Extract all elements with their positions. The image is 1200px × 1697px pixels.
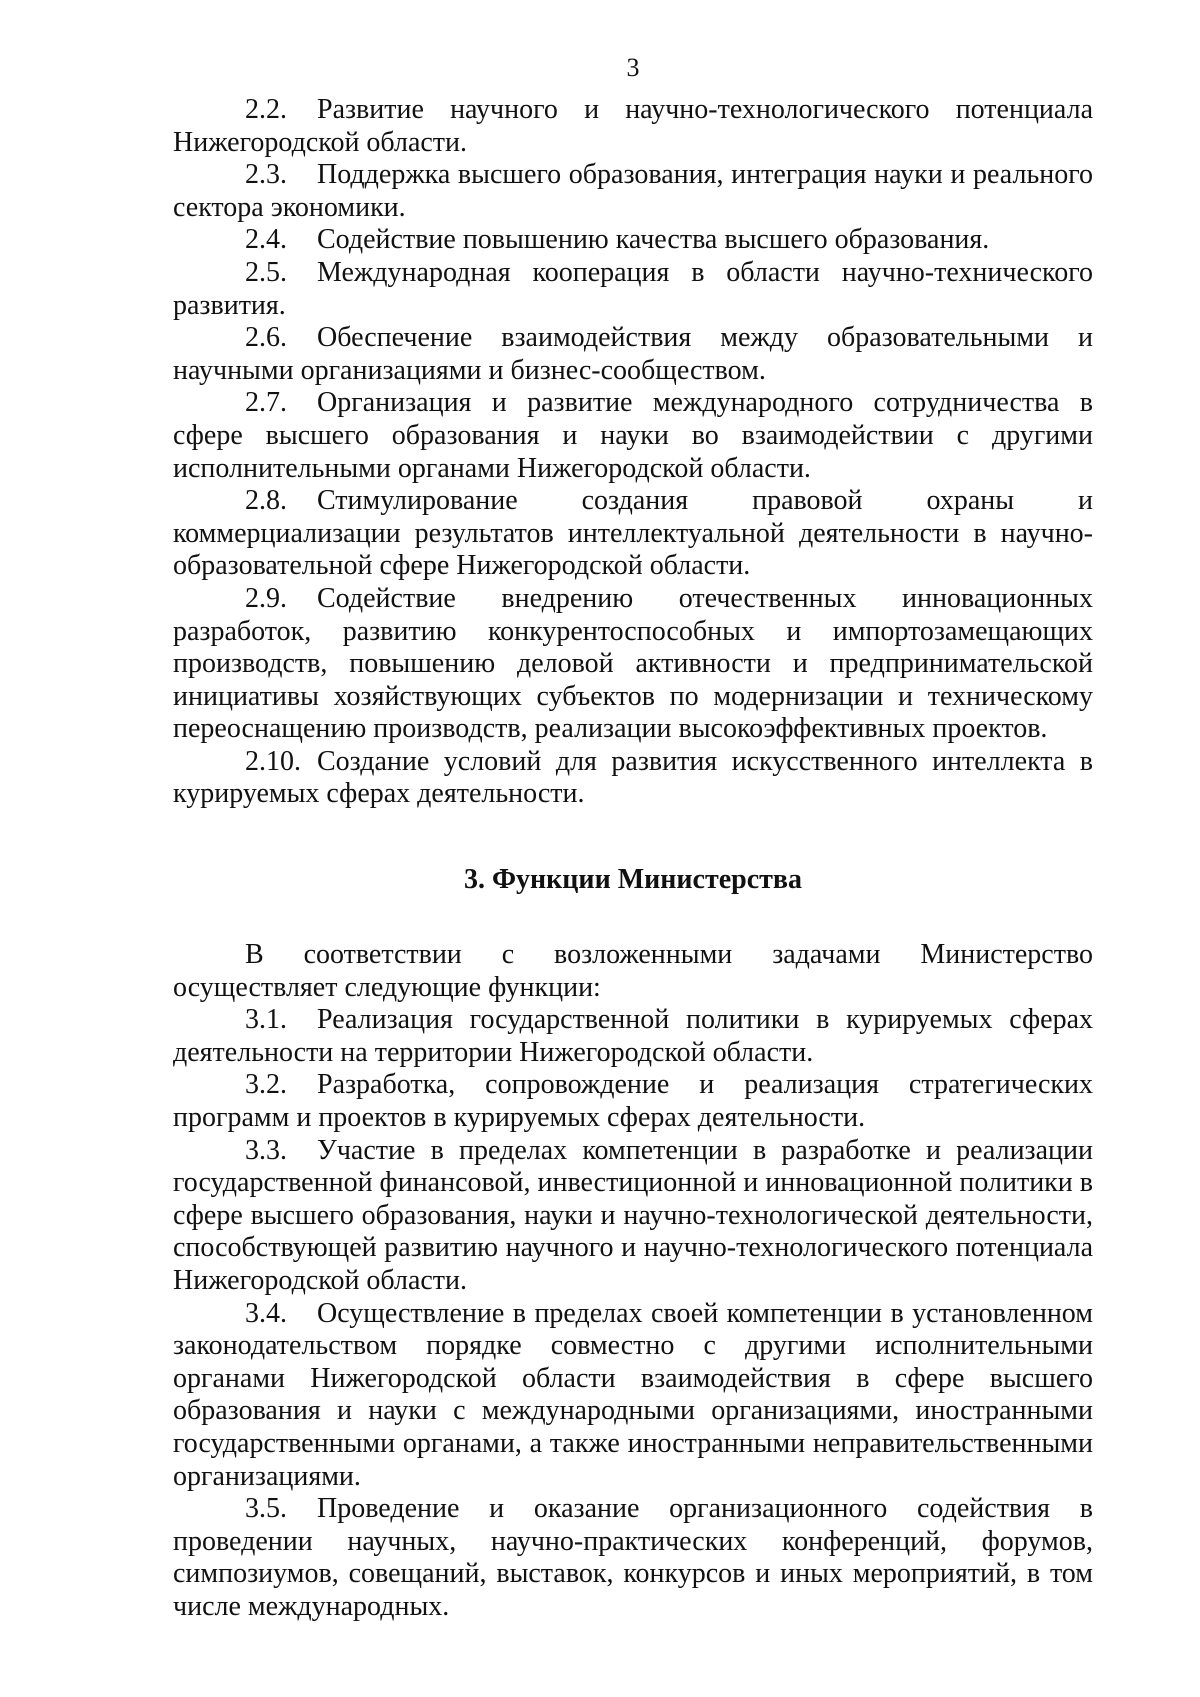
task-item: [173, 224, 1093, 257]
item-number: 2.7.: [245, 387, 287, 419]
task-item: [173, 387, 1093, 485]
item-number: 2.3.: [245, 159, 287, 191]
task-item: [173, 159, 1093, 224]
item-number: 2.2.: [245, 94, 287, 125]
item-text: Разработка, сопровождение и реализация стратегических программ и проектов в курируемых сферах деятельности.: [173, 1069, 1093, 1134]
function-item: [173, 1069, 1093, 1134]
item-number: 3.5.: [245, 1493, 287, 1525]
section-heading: 3. Функции Министерства: [463, 864, 803, 896]
functions-list: [173, 1004, 1093, 1623]
item-text: Обеспечение взаимодействия между образовательными и научными организациями и бизнес-сообществом.: [173, 322, 1093, 386]
item-number: 2.6.: [245, 322, 287, 354]
item-text: Организация и развитие международного сотрудничества в сфере высшего образования и науки во взаимодействии с другими исполнительными органами Нижегородской области.: [173, 387, 1093, 484]
item-text: Международная кооперация в области научно-технического развития.: [173, 256, 1093, 321]
tasks-list: [173, 94, 1093, 811]
item-text: Содействие внедрению отечественных инновационных разработок, развитию конкурентоспособных и импортозамещающих производств, повышению деловой активности и предпринимательской инициативы хозяйствующих субъектов по модернизации и техническому переоснащению производств, реализации высокоэффективных проектов.: [173, 582, 1093, 745]
function-item: [173, 1493, 1093, 1623]
task-item: [173, 94, 1093, 159]
item-text: Проведение и оказание организационного содействия в проведении научных, научно-практических конференций, форумов, симпозиумов, совещаний, выставок, конкурсов и иных мероприятий, в том числе международных.: [173, 1493, 1093, 1622]
item-number: 2.4.: [245, 224, 287, 256]
item-text: Поддержка высшего образования, интеграция науки и реального сектора экономики.: [173, 159, 1093, 223]
task-item: [173, 257, 1093, 322]
item-text: Создание условий для развития искусственного интеллекта в курируемых сферах деятельности.: [173, 745, 1093, 810]
section-intro: В соответствии с возложенными задачами Министерство осуществляет следующие функции:: [173, 939, 1093, 1003]
item-text: Участие в пределах компетенции в разработке и реализации государственной финансовой, инвестиционной и инновационной политики в сфере высшего образования, науки и научно-технологической деятельности, способствующей развитию научного и научно-технологического потенциала Нижегородской области.: [173, 1134, 1093, 1296]
item-number: 3.4.: [245, 1297, 287, 1329]
page-number: 3: [626, 53, 640, 82]
function-item: [173, 1298, 1093, 1494]
item-number: 2.9.: [245, 582, 287, 614]
function-item: [173, 1135, 1093, 1298]
item-number: 3.1.: [245, 1004, 287, 1036]
item-number: 3.3.: [245, 1134, 287, 1166]
task-item: [173, 583, 1093, 746]
task-item: [173, 485, 1093, 583]
item-number: 2.10.: [245, 745, 301, 777]
item-number: 2.8.: [245, 485, 287, 517]
item-text: Реализация государственной политики в курируемых сферах деятельности на территории Нижегородской области.: [173, 1004, 1093, 1068]
item-number: 2.5.: [245, 256, 287, 288]
document-page: [173, 52, 1093, 1624]
function-item: [173, 1004, 1093, 1069]
item-number: 3.2.: [245, 1069, 287, 1101]
item-text: Развитие научного и научно-технологического потенциала Нижегородской области.: [173, 94, 1093, 158]
task-item: [173, 746, 1093, 811]
item-text: Стимулирование создания правовой охраны и коммерциализации результатов интеллектуальной деятельности в научно-образовательной сфере Нижегородской области.: [173, 485, 1093, 582]
item-text: Осуществление в пределах своей компетенции в установленном законодательством порядке совместно с другими исполнительными органами Нижегородской области взаимодействия в сфере высшего образования и науки с международными организациями, иностранными государственными органами, а также иностранными неправительственными организациями.: [173, 1297, 1093, 1492]
task-item: [173, 322, 1093, 387]
item-text: Содействие повышению качества высшего образования.: [317, 224, 990, 256]
